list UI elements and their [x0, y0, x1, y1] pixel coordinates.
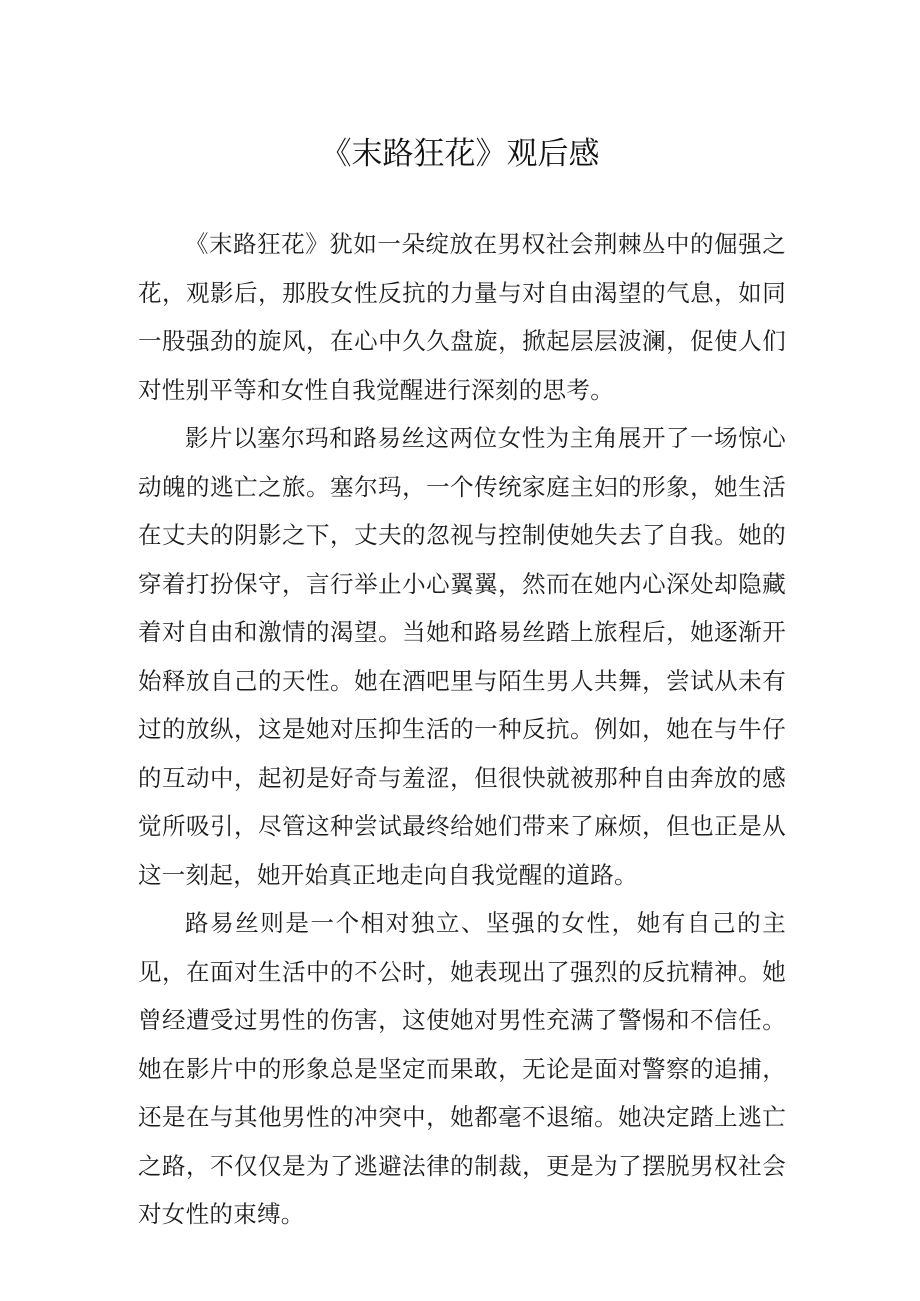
document-title: 《末路狂花》观后感	[320, 136, 600, 172]
paragraph-2: 影片以塞尔玛和路易丝这两位女性为主角展开了一场惊心动魄的逃亡之旅。塞尔玛，一个传统家庭主妇的形象，她生活在丈夫的阴影之下，丈夫的忽视与控制使她失去了自我。她的穿着打扮保守，言行举止小心翼翼，然而在她内心深处却隐藏着对自由和激情的渴望。当她和路易丝踏上旅程后，她逐渐开始释放自己的天性。她在酒吧里与陌生男人共舞，尝试从未有过的放纵，这是她对压抑生活的一种反抗。例如，她在与牛仔的互动中，起初是好奇与羞涩，但很快就被那种自由奔放的感觉所吸引，尽管这种尝试最终给她们带来了麻烦，但也正是从这一刻起，她开始真正地走向自我觉醒的道路。	[138, 424, 786, 889]
paragraph-3: 路易丝则是一个相对独立、坚强的女性，她有自己的主见，在面对生活中的不公时，她表现出了强烈的反抗精神。她曾经遭受过男性的伤害，这使她对男性充满了警惕和不信任。她在影片中的形象总是坚定而果敢，无论是面对警察的追捕，还是在与其他男性的冲突中，她都毫不退缩。她决定踏上逃亡之路，不仅仅是为了逃避法律的制裁，更是为了摆脱男权社会对女性的束缚。	[138, 909, 786, 1228]
paragraph-1: 《末路狂花》犹如一朵绽放在男权社会荆棘丛中的倔强之花，观影后，那股女性反抗的力量与对自由渴望的气息，如同一股强劲的旋风，在心中久久盘旋，掀起层层波澜，促使人们对性别平等和女性自我觉醒进行深刻的思考。	[138, 230, 786, 404]
document-body	[138, 220, 786, 1239]
